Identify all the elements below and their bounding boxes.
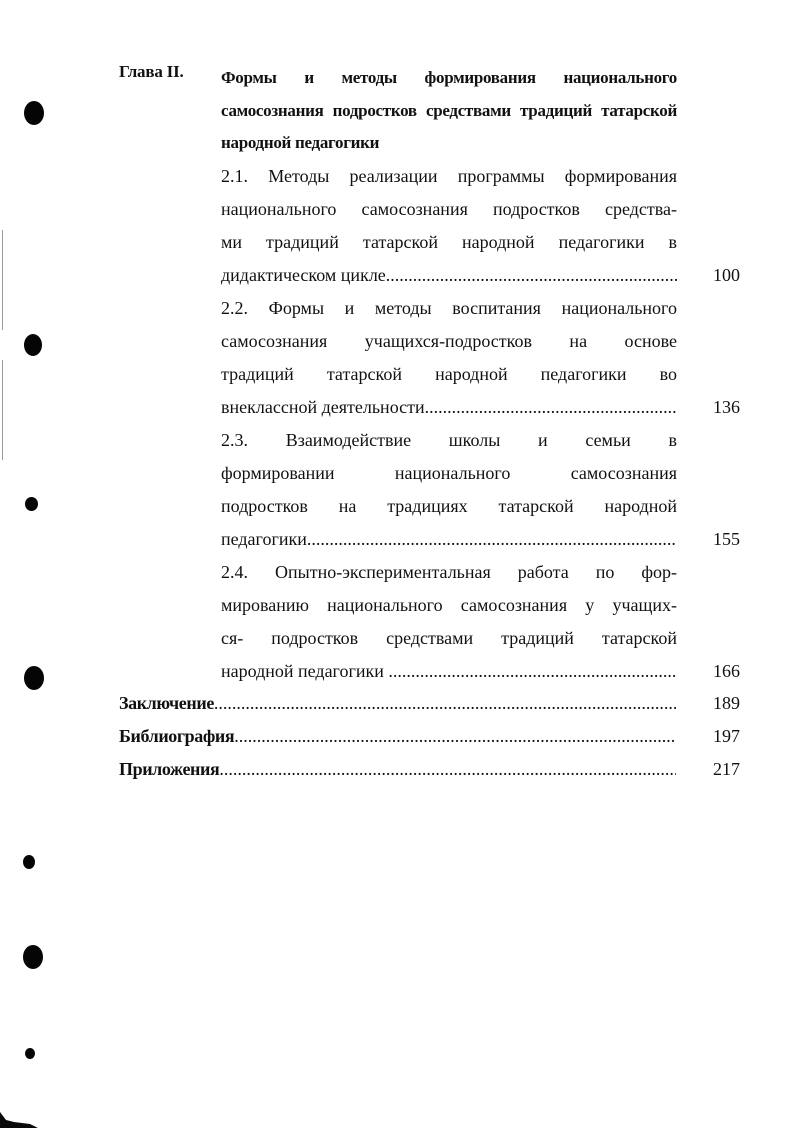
scan-edge-line <box>2 230 3 330</box>
section-line: 2.1. Методы реализации программы формирования <box>221 166 677 186</box>
page-number: 136 <box>713 397 740 417</box>
toc-section[interactable] <box>221 556 740 688</box>
section-text <box>221 160 677 292</box>
page-number: 100 <box>713 265 740 285</box>
toc-section[interactable] <box>221 160 740 292</box>
section-last-line <box>221 655 677 688</box>
leader-dots <box>219 753 676 786</box>
toc-entry-conclusion[interactable] <box>119 687 740 720</box>
leader-dots <box>386 259 677 292</box>
section-line: 2.2. Формы и методы воспитания национального <box>221 298 677 318</box>
page-number: 197 <box>713 726 740 746</box>
toc-sections <box>221 160 740 688</box>
page-number: 166 <box>713 661 740 681</box>
section-line: традиций татарской народной педагогики во <box>221 364 677 384</box>
leader-dots <box>307 523 677 556</box>
punch-hole <box>23 855 35 869</box>
chapter-label: Глава II. <box>119 62 184 81</box>
page-number: 155 <box>713 529 740 549</box>
section-line: самосознания учащихся-подростков на основе <box>221 331 677 351</box>
page-number: 217 <box>713 759 740 779</box>
section-text <box>221 556 677 688</box>
section-line: народной педагогики <box>221 661 389 681</box>
entry-label: Приложения <box>119 759 220 779</box>
section-line: формировании национального самосознания <box>221 463 677 483</box>
page-number: 189 <box>713 693 740 713</box>
toc-section[interactable] <box>221 292 740 424</box>
leader-dots <box>234 720 676 753</box>
punch-hole <box>24 101 44 125</box>
section-last-line <box>221 259 677 292</box>
chapter-title: Формы и методы формирования национального самосознания подростков средствами традиций татарской народной педагогики <box>221 68 677 152</box>
punch-hole <box>25 1048 35 1059</box>
section-text <box>221 424 677 556</box>
toc-tail-entries <box>119 687 740 786</box>
scan-artifact <box>0 1108 40 1128</box>
leader-dots <box>214 687 676 720</box>
scan-edge-line <box>2 360 3 460</box>
toc-section[interactable] <box>221 424 740 556</box>
entry-label: Заключение <box>119 693 214 713</box>
section-line: ми традиций татарской народной педагогики в <box>221 232 677 252</box>
section-line: мированию национального самосознания у учащих- <box>221 595 677 615</box>
entry-label: Библиография <box>119 726 235 746</box>
toc-entry-bibliography[interactable] <box>119 720 740 753</box>
leader-dots <box>388 655 677 688</box>
section-last-line <box>221 523 677 556</box>
section-line: национального самосознания подростков средства- <box>221 199 677 219</box>
section-line: дидактическом цикле <box>221 265 386 285</box>
section-line: подростков на традициях татарской народной <box>221 496 677 516</box>
section-line: 2.4. Опытно-экспериментальная работа по фор- <box>221 562 677 582</box>
punch-hole <box>24 334 42 356</box>
punch-hole <box>25 497 38 511</box>
punch-hole <box>23 945 43 969</box>
punch-hole <box>24 666 44 690</box>
section-line: педагогики <box>221 529 307 549</box>
section-text <box>221 292 677 424</box>
leader-dots <box>425 391 677 424</box>
section-line: 2.3. Взаимодействие школы и семьи в <box>221 430 677 450</box>
section-last-line <box>221 391 677 424</box>
toc-entry-appendices[interactable] <box>119 753 740 786</box>
section-line: внеклассной деятельности <box>221 397 425 417</box>
section-line: ся- подростков средствами традиций татарской <box>221 628 677 648</box>
